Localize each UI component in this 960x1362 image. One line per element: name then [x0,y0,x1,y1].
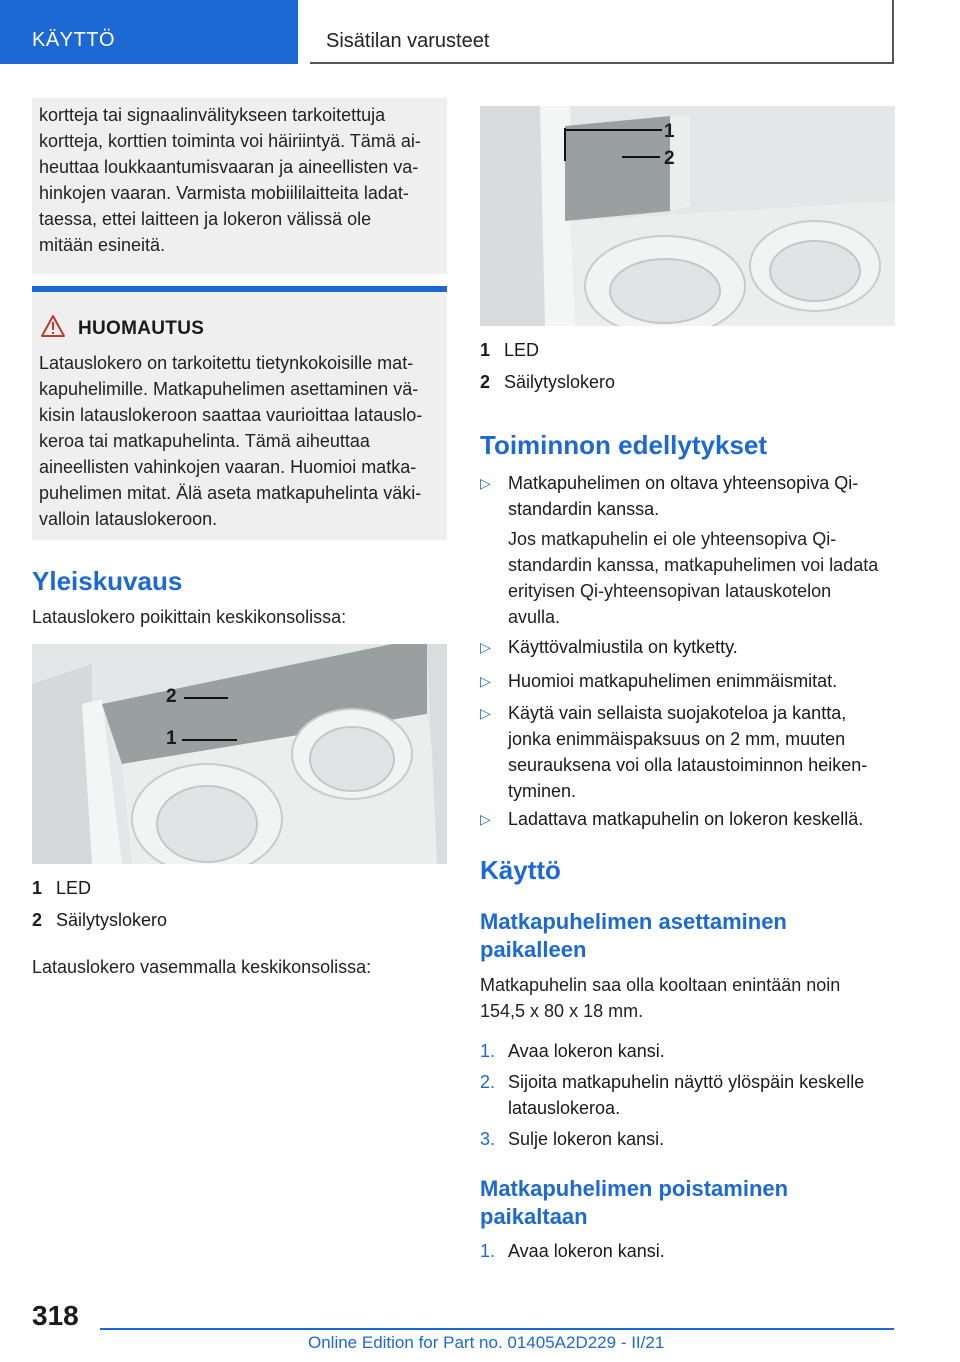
note-line: erityisen Qi-yhteensopivan latauskotelon [508,581,832,601]
legend-label: Säilytyslokero [504,372,616,392]
step-number: 1. [480,1041,496,1061]
warning-line: heuttaa loukkaantumisvaaran ja aineellisten va- [39,157,419,177]
warning-line: taessa, ettei laitteen ja lokeron välissä ole [39,209,372,229]
remove-heading-line: paikaltaan [480,1204,588,1229]
section-tab [0,0,298,64]
notice-line: keroa tai matkapuhelinta. Tämä aiheuttaa [39,431,370,451]
notice-box [32,286,447,540]
legend-label: LED [504,340,540,360]
footer-divider [100,1328,894,1330]
notice-line: kapuhelimille. Matkapuhelimen asettaminen vä- [39,379,419,399]
insert-heading-line: paikalleen [480,937,587,962]
usage-heading: Käyttö [480,855,561,885]
legend-number: 2 [32,910,43,930]
warning-line: kortteja, korttien toiminta voi häiriintyä. Tämä ai- [39,131,421,151]
notice-title: HUOMAUTUS [78,318,205,339]
requirement-line: jonka enimmäispaksuus on 2 mm, muuten [508,729,846,749]
remove-heading-line: Matkapuhelimen poistaminen [480,1176,789,1201]
section-label: KÄYTTÖ [32,29,116,51]
bullet-marker-icon: ▷ [480,673,491,689]
legend-item [480,340,539,361]
console-image-transverse [32,644,447,864]
legend-number: 2 [480,372,491,392]
step-number: 3. [480,1129,496,1149]
requirement-line: seurauksena voi olla lataustoiminnon heiken- [508,755,868,775]
requirement-line: Ladattava matkapuhelin on lokeron keskellä. [508,809,864,829]
legend-item [32,910,167,931]
insert-text [480,972,840,1024]
warning-line: kortteja tai signaalinvälitykseen tarkoitettuja [39,105,386,125]
page-number: 318 [32,1300,79,1331]
insert-heading-line: Matkapuhelimen asettaminen [480,909,787,934]
bullet-marker-icon: ▷ [480,811,491,827]
callout-label: 2 [664,148,675,169]
requirement-line: tyminen. [508,781,577,801]
callout-label: 2 [166,686,177,707]
notice-line: aineellisten vahinkojen vaaran. Huomioi matka- [39,457,417,477]
legend-number: 1 [32,878,43,898]
console-illustration [32,644,447,864]
legend-item [32,878,91,899]
legend-label: Säilytyslokero [56,910,168,930]
requirement-line: Käyttövalmiustila on kytketty. [508,637,738,657]
legend-number: 1 [480,340,491,360]
legend-item [480,372,615,393]
note-line: avulla. [508,607,561,627]
requirements-heading: Toiminnon edellytykset [480,430,768,460]
callout-label: 1 [166,728,177,749]
edition-link[interactable]: Online Edition for Part no. 01405A2D229 - II/21 [308,1333,665,1352]
legend-label: LED [56,878,92,898]
notice-line: kisin latauslokeroon saattaa vaurioittaa latauslo- [39,405,423,425]
requirement-line: Matkapuhelimen on oltava yhteensopiva Qi- [508,473,859,493]
step-number: 1. [480,1241,496,1261]
notice-line: puhelimen mitat. Älä aseta matkapuhelinta väki- [39,483,422,503]
warning-triangle-icon [40,314,66,338]
remove-heading [480,1175,788,1231]
requirement-line: Huomioi matkapuhelimen enimmäismitat. [508,671,838,691]
step-line: Sulje lokeron kansi. [508,1129,665,1149]
step-line: latauslokeroa. [508,1098,621,1118]
warning-line: hinkojen vaaran. Varmista mobiililaitteita ladat- [39,183,409,203]
console-image-left [480,106,895,326]
step-line: Avaa lokeron kansi. [508,1041,665,1061]
insert-text-line: Matkapuhelin saa olla kooltaan enintään noin [480,975,841,995]
step-line: Sijoita matkapuhelin näyttö ylöspäin keskelle [508,1072,865,1092]
overview-text: Latauslokero poikittain keskikonsolissa: [32,607,347,627]
note-line: Jos matkapuhelin ei ole yhteensopiva Qi- [508,529,837,549]
requirement-line: Käytä vain sellaista suojakoteloa ja kantta, [508,703,847,723]
overview-heading: Yleiskuvaus [32,566,183,596]
insert-text-line: 154,5 x 80 x 18 mm. [480,1001,644,1021]
warning-line: mitään esineitä. [39,235,166,255]
console-illustration [480,106,895,326]
bullet-marker-icon: ▷ [480,475,491,491]
notice-line: Latauslokero on tarkoitettu tietynkokoisille mat- [39,353,414,373]
requirement-note [508,526,878,630]
warning-continuation-box [32,98,447,274]
notice-line: valloin latauslokeroon. [39,509,218,529]
left-console-text: Latauslokero vasemmalla keskikonsolissa: [32,957,372,977]
step-line: Avaa lokeron kansi. [508,1241,665,1261]
bullet-marker-icon: ▷ [480,639,491,655]
bullet-marker-icon: ▷ [480,705,491,721]
insert-heading [480,908,787,964]
page-title: Sisätilan varusteet [326,30,490,52]
requirement-line: standardin kanssa. [508,499,660,519]
step-number: 2. [480,1072,496,1092]
page-header [310,0,894,64]
note-line: standardin kanssa, matkapuhelimen voi ladata [508,555,879,575]
callout-label: 1 [664,121,675,142]
